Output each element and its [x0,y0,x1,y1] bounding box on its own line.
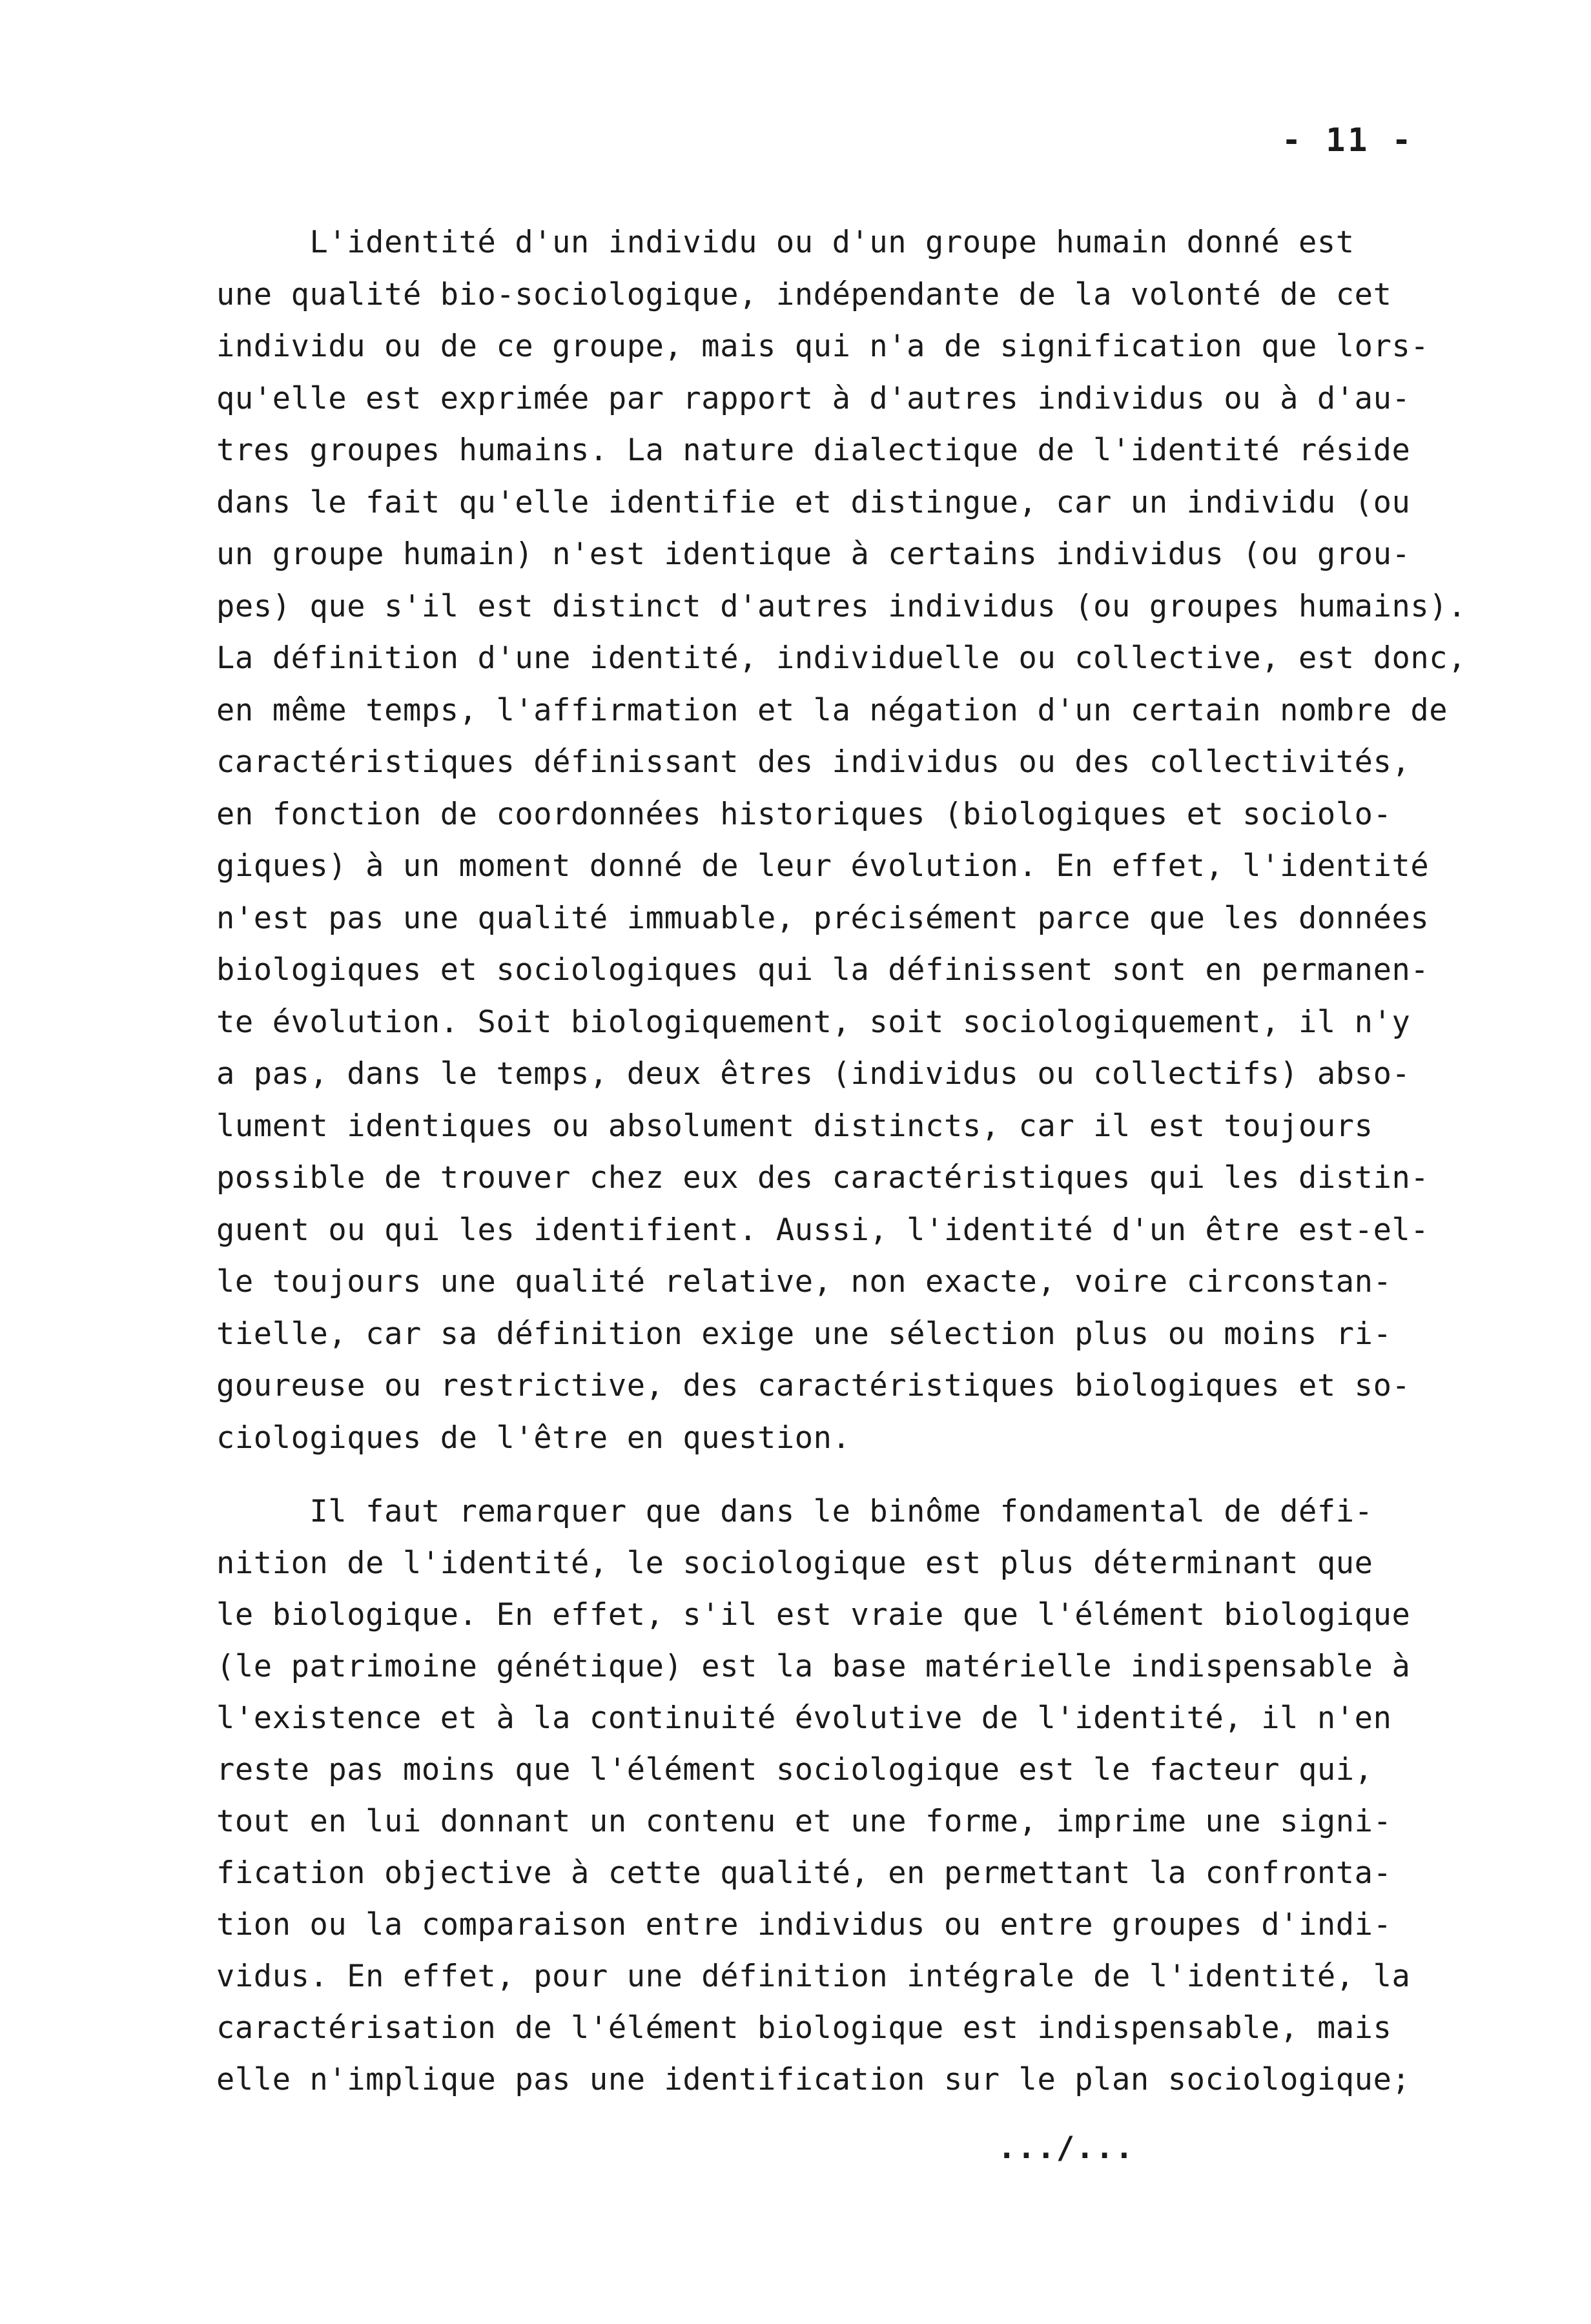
text-line: lument identiques ou absolument distincts, car il est toujours [216,1108,1373,1144]
text-line: en même temps, l'affirmation et la négation d'un certain nombre de [216,692,1448,728]
text-line: L'identité d'un individu ou d'un groupe humain donné est [216,225,1355,260]
text-line: biologiques et sociologiques qui la définissent sont en permanen- [216,952,1430,988]
text-line: goureuse ou restrictive, des caractéristiques biologiques et so- [216,1368,1411,1403]
text-line: qu'elle est exprimée par rapport à d'autres individus ou à d'au- [216,380,1411,416]
text-line: dans le fait qu'elle identifie et distingue, car un individu (ou [216,484,1411,520]
text-line: reste pas moins que l'élément sociologique est le facteur qui, [216,1752,1373,1788]
text-line: La définition d'une identité, individuelle ou collective, est donc, [216,640,1467,676]
text-line: une qualité bio-sociologique, indépendante de la volonté de cet [216,276,1392,312]
text-line: Il faut remarquer que dans le binôme fondamental de défi- [216,1494,1373,1529]
text-line: n'est pas une qualité immuable, précisément parce que les données [216,900,1430,936]
paragraph-identity-definition [216,217,1501,1464]
text-line: individu ou de ce groupe, mais qui n'a de signification que lors- [216,329,1430,364]
text-line: a pas, dans le temps, deux êtres (individus ou collectifs) abso- [216,1056,1411,1092]
text-line: te évolution. Soit biologiquement, soit sociologiquement, il n'y [216,1004,1411,1040]
page-number: - 11 - [1282,121,1414,159]
text-line: elle n'implique pas une identification sur le plan sociologique; [216,2062,1411,2097]
text-line: guent ou qui les identifient. Aussi, l'identité d'un être est-el- [216,1212,1430,1248]
text-line: tion ou la comparaison entre individus ou entre groupes d'indi- [216,1907,1392,1942]
text-line: fication objective à cette qualité, en permettant la confronta- [216,1855,1392,1891]
text-line: possible de trouver chez eux des caractéristiques qui les distin- [216,1160,1430,1196]
text-line: le toujours une qualité relative, non exacte, voire circonstan- [216,1264,1392,1300]
text-line: tres groupes humains. La nature dialectique de l'identité réside [216,433,1411,468]
text-line: ciologiques de l'être en question. [216,1420,851,1456]
text-line: l'existence et à la continuité évolutive de l'identité, il n'en [216,1700,1392,1736]
text-line: le biologique. En effet, s'il est vraie que l'élément biologique [216,1597,1411,1633]
text-line: un groupe humain) n'est identique à certains individus (ou grou- [216,536,1411,572]
text-line: caractérisation de l'élément biologique est indispensable, mais [216,2010,1392,2046]
text-line: pes) que s'il est distinct d'autres individus (ou groupes humains). [216,588,1467,624]
text-line: caractéristiques définissant des individus ou des collectivités, [216,744,1411,780]
text-line: tout en lui donnant un contenu et une forme, imprime une signi- [216,1804,1392,1839]
text-line: tielle, car sa définition exige une sélection plus ou moins ri- [216,1316,1392,1352]
text-line: nition de l'identité, le sociologique est plus déterminant que [216,1545,1373,1581]
paragraph-binome [216,1486,1501,2106]
text-line: en fonction de coordonnées historiques (biologiques et sociolo- [216,796,1392,832]
continuation-marker: .../... [998,2130,1135,2166]
text-line: giques) à un moment donné de leur évolution. En effet, l'identité [216,848,1430,884]
text-line: vidus. En effet, pour une définition intégrale de l'identité, la [216,1959,1411,1994]
text-line: (le patrimoine génétique) est la base matérielle indispensable à [216,1649,1411,1684]
